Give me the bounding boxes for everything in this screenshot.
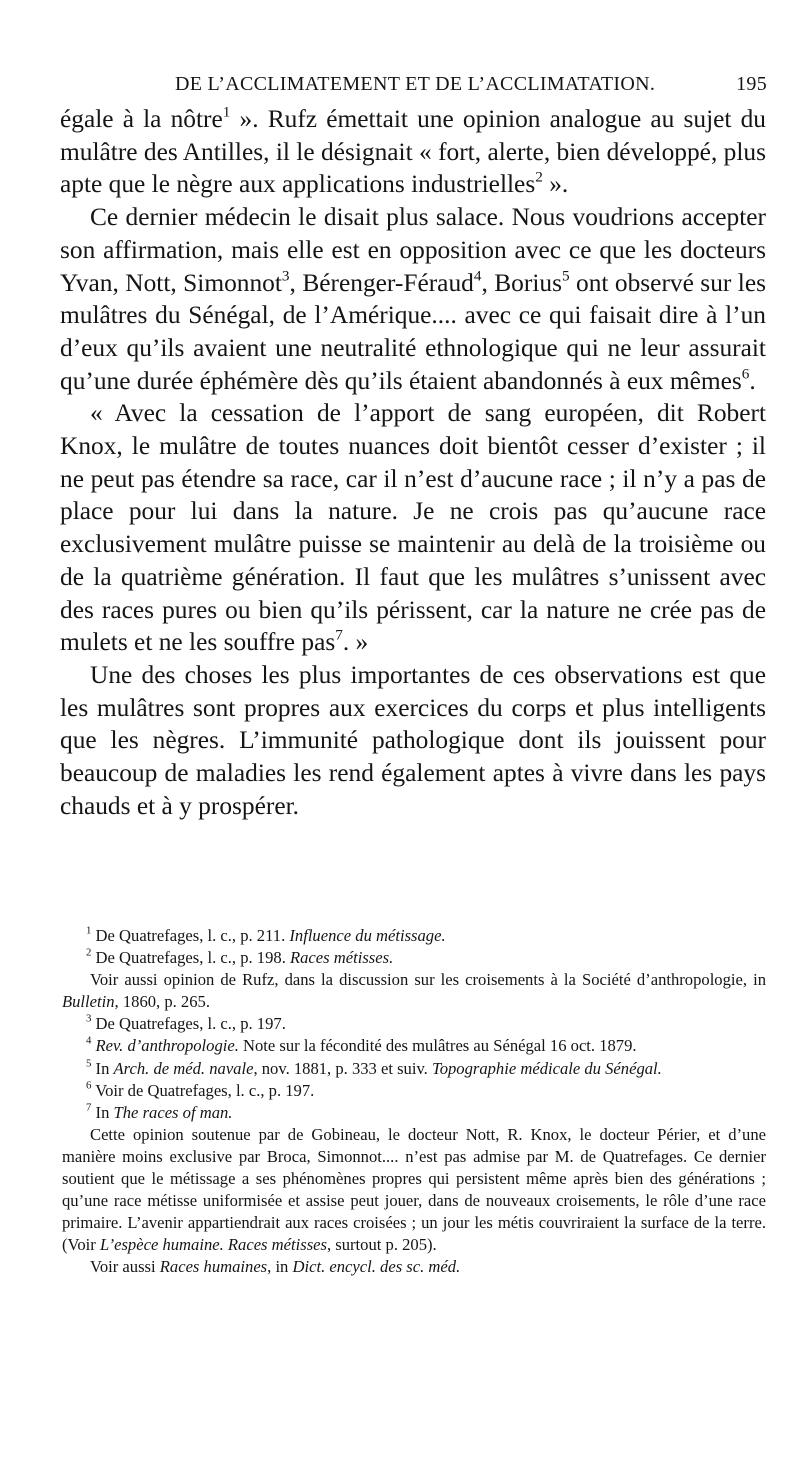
- footnote-ref-7: 7: [335, 626, 343, 644]
- footnote-text: In: [95, 1102, 114, 1122]
- footnote-ref-4: 4: [473, 266, 482, 284]
- footnote-title: Topographie médicale du Sénégal.: [431, 1058, 662, 1078]
- text-run: « Avec la cessation de l’apport de sang européen, dit Robert Knox, le mulâtre de toutes nuances doit bientôt cesser d’exister ; il ne peut pas étendre sa race, car il n’est d’aucune race ; il n’y a pas de place pour lui dans la nature. Je ne crois pas qu’aucune race exclusivement mulâtre puisse se maintenir au delà de la troisième ou de la quatrième génération. Il faut que les mulâtres s’unissent avec des races pures ou bien qu’ils périssent, car la nature ne crée pas de mulets et ne les souffre pas: [60, 399, 766, 657]
- footnote-2: [62, 947, 766, 969]
- footnote-text: , nov. 1881, p. 333 et suiv.: [253, 1058, 432, 1078]
- footnote-text: De Quatrefages, l. c., p. 197.: [95, 1014, 286, 1034]
- footnote-text: Voir aussi: [90, 1257, 160, 1277]
- footnote-6: [62, 1080, 766, 1102]
- footnote-mark: 7: [86, 1101, 92, 1114]
- footnote-ref-3: 3: [281, 266, 290, 284]
- text-run: égale à la nôtre: [60, 105, 223, 133]
- footnote-text: De Quatrefages, l. c., p. 198.: [95, 948, 290, 968]
- footnote-7: [62, 1102, 766, 1124]
- page-number: 195: [736, 73, 767, 95]
- footnote-ref-2: 2: [535, 168, 543, 186]
- footnote-mark: 3: [86, 1012, 92, 1025]
- footnote-text: , surtout p. 205).: [326, 1235, 437, 1255]
- footnote-ref-6: 6: [741, 364, 750, 382]
- footnote-mark: 4: [86, 1034, 92, 1047]
- footnote-ref-1: 1: [222, 103, 231, 121]
- footnote-text: Cette opinion soutenue par de Gobineau, le docteur Nott, R. Knox, le docteur Périer, et d’une manière moins exclusive par Broca, Simonnot.... n’est pas admise par M. de Quatrefages. Ce dernier soutient que le métissage a ses phénomènes propres qui persistent même après bien des générations ; qu’une race métisse uniformisée et assise peut jouer, dans de nouveaux croisements, le rôle d’une race primaire. L’avenir appartiendrait aux races croisées ; un jour les métis couvriraient la surface de la terre. (Voir: [62, 1124, 766, 1255]
- paragraph-4: Une des choses les plus importantes de ces observations est que les mulâtres sont propres aux exercices du corps et plus intelligents que les nègres. L’immunité pathologique dont ils jouissent pour beaucoup de maladies les rend également aptes à vivre dans les pays chauds et à y prospérer.: [60, 660, 766, 820]
- paragraph-3: [60, 397, 766, 659]
- footnote-mark: 5: [86, 1057, 92, 1070]
- text-run: ».: [542, 170, 569, 199]
- footnote-mark: 6: [86, 1079, 92, 1092]
- footnote-3: [62, 1013, 766, 1035]
- footnote-text: , 1860, p. 265.: [114, 992, 210, 1012]
- footnote-1: [62, 925, 766, 947]
- footnote-ref-5: 5: [561, 266, 570, 284]
- text-run: ont observé sur les mulâtres du Sénégal, de l’Amérique.... avec ce qui faisait dire à l’un d’eux qu’ils avaient une neutralité ethnologique qui ne leur assurait qu’une durée éphémère dès qu’ils étaient abandonnés à eux mêmes: [60, 268, 766, 395]
- footnote-text: Voir de Quatrefages, l. c., p. 197.: [95, 1080, 315, 1100]
- footnote-text: Voir aussi opinion de Rufz, dans la discussion sur les croisements à la Société d’anthropologie, in: [90, 970, 766, 990]
- paragraph-1: [60, 103, 766, 201]
- footnote-title: Races métisses.: [290, 948, 394, 968]
- footnotes: [62, 925, 766, 1279]
- footnote-mark: 2: [86, 946, 92, 959]
- text-run: Ce dernier médecin le disait plus salace. Nous voudrions accepter son affirmation, mais elle est en opposition avec ce que les docteurs Yvan, Nott, Simonnot: [60, 203, 766, 297]
- footnote-mark: 1: [86, 924, 92, 937]
- text-run: , Borius: [481, 268, 562, 297]
- footnote-title: L’espèce humaine. Races métisses: [99, 1235, 327, 1255]
- footnote-7-continuation: [62, 1124, 766, 1257]
- footnote-title: Bulletin: [62, 992, 115, 1012]
- footnote-title: Rev. d’anthropologie.: [95, 1036, 239, 1056]
- paragraph-2: [60, 201, 766, 397]
- footnote-title: The races of man.: [113, 1102, 233, 1122]
- text-run: . »: [342, 628, 369, 657]
- footnote-2-continuation: [62, 969, 766, 1013]
- footnote-title: Dict. encycl. des sc. méd.: [292, 1257, 461, 1277]
- running-header: [175, 73, 767, 101]
- footnote-text: De Quatrefages, l. c., p. 211.: [95, 926, 290, 945]
- footnote-7-final-line: [62, 1256, 766, 1278]
- footnote-text: Note sur la fécondité des mulâtres au Sénégal 16 oct. 1879.: [238, 1036, 637, 1056]
- footnote-title: Arch. de méd. navale: [113, 1058, 254, 1078]
- footnote-text: In: [95, 1058, 114, 1078]
- text-run: .: [749, 366, 756, 395]
- body-text: [60, 103, 766, 822]
- text-run: ». Rufz émettait une opinion analogue au sujet du mulâtre des Antilles, il le désignait « fort, alerte, bien développé, plus apte que le nègre aux applications industrielles: [60, 105, 766, 199]
- footnote-4: [62, 1035, 766, 1057]
- footnote-text: , in: [267, 1257, 293, 1277]
- text-run: , Bérenger-Féraud: [289, 268, 474, 297]
- footnote-title: Races humaines: [159, 1257, 268, 1277]
- footnote-5: [62, 1058, 766, 1080]
- footnote-title: Influence du métissage.: [289, 926, 446, 945]
- running-title: DE L’ACCLIMATEMENT ET DE L’ACCLIMATATION.: [175, 73, 656, 95]
